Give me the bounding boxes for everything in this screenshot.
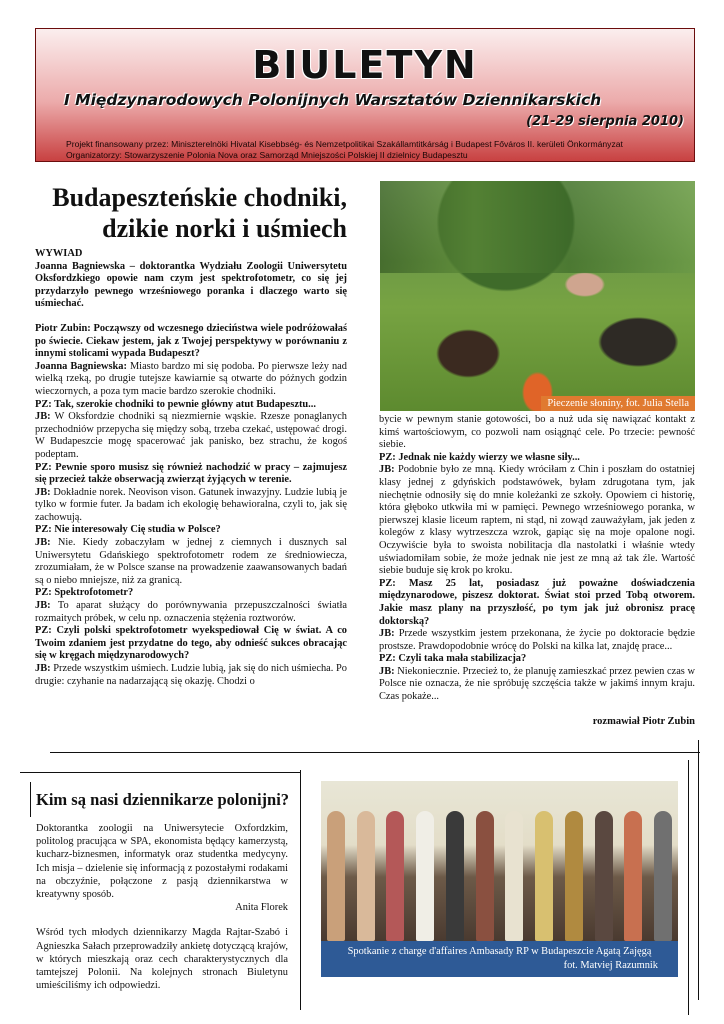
answer-text: Nie. Kiedy zobaczyłam w jednej z ciemnych i dusznych sal Uniwersytetu Gdańskiego spektrofotometr rodem ze średniowiecza, zrozumiałam, że w Polsce szanse na prowadzenie zaawansowanych badań są o niebo mniejsze, niż za granicą. xyxy=(35,537,347,586)
funding-info xyxy=(66,139,691,161)
interview-question: PZ: Nie interesowały Cię studia w Polsce? xyxy=(35,524,221,536)
article-title-line: Budapeszteńskie chodniki, xyxy=(52,183,347,212)
photo-caption-line: Spotkanie z charge d'affaires Ambasady RP w Budapeszcie Agatą Zajęgą xyxy=(347,946,652,957)
answer-speaker: JB: xyxy=(35,537,51,549)
divider xyxy=(20,772,300,773)
answer-speaker: Joanna Bagniewska: xyxy=(35,360,127,372)
interview-answer xyxy=(35,411,347,461)
article-right-column xyxy=(379,414,695,704)
interview-question: PZ: Spektrofotometr? xyxy=(35,587,134,599)
answer-text: Przede wszystkim jestem przekonana, że życie po doktoracie będzie prostsze. Prawdopodobnie wrócę do Polski na kilka lat, znajdę prace... xyxy=(379,628,695,652)
interview-question: PZ: Masz 25 lat, posiadasz już poważne doświadczenia międzynarodowe, piszesz doktorat. Świat stoi przed Tobą otworem. Jakie masz plany na przyszłość, po tym jak już obronisz pracę doktorską? xyxy=(379,577,695,627)
organizers-line: Organizatorzy: Stowarzyszenie Polonia Nova oraz Samorząd Mniejszości Polskiej II dzielnicy Budapesztu xyxy=(66,150,468,160)
interview-question: PZ: Tak, szerokie chodniki to pewnie główny atut Budapesztu... xyxy=(35,398,316,410)
interview-answer xyxy=(35,663,347,688)
article-title-line: dzikie norki i uśmiech xyxy=(102,214,347,243)
article-left-column xyxy=(35,248,347,688)
answer-text: Niekoniecznie. Przecież to, że planuję zamieszkać przez pewien czas w Polsce nie oznacza, że nie spróbuję szczęścia także w jakimś innym kraju. Czas pokaże... xyxy=(379,665,695,703)
interview-question: Piotr Zubin: Począwszy od wczesnego dzieciństwa wiele podróżowałaś po świecie. Ciekaw jestem, jak z Twojej perspektywy w porównaniu z innymi stolicami wypada Budapeszt? xyxy=(35,322,347,360)
answer-text: Dokładnie norek. Neovison vison. Gatunek inwazyjny. Ludzie lubią je tylko w formie futer. Ja badam ich ekologię behawioralna, czyli to, jak się zachowują. xyxy=(35,486,347,523)
interview-answer xyxy=(379,628,695,653)
interview-question: PZ: Czyli taka mała stabilizacja? xyxy=(379,653,527,665)
masthead-subtitle: I Międzynarodowych Polonijnych Warsztatów Dziennikarskich xyxy=(64,91,602,109)
answer-speaker: JB: xyxy=(35,411,51,423)
masthead-title: BIULETYN xyxy=(252,43,478,87)
interview-question: PZ: Pewnie sporo musisz się również nachodzić w pracy – zajmujesz się przecież także obserwacją zwierząt żyjących w terenie. xyxy=(35,461,347,486)
article-lead: Joanna Bagniewska – doktorantka Wydziału Zoologii Uniwersytetu Oksfordzkiego opowie nam czym jest spektrofotometr, co się jej przydarzyło pewnego wrześniowego poranka i dlaczego warto się uśmiechać. xyxy=(35,260,347,310)
interview-answer xyxy=(35,600,347,625)
answer-text: To aparat służący do porównywania przepuszczalności światła rozmaitych próbek, w celu np. oznaczenia stężenia roztworów. xyxy=(35,600,347,624)
photo-group-meeting xyxy=(321,781,678,941)
answer-speaker: JB: xyxy=(379,665,395,677)
interview-answer xyxy=(379,464,695,577)
interview-answer xyxy=(379,666,695,704)
masthead-dates: (21-29 sierpnia 2010) xyxy=(526,114,684,129)
article-continuation: bycie w pewnym stanie gotowości, bo a nuż uda się nawiązać kontakt z kimś wartościowym, co pozwoli nam osiągnąć cele. Po trzecie: pewność siebie. xyxy=(379,414,695,451)
divider xyxy=(688,760,689,1015)
interview-question: PZ: Czyli polski spektrofotometr wyekspediował Cię w świat. A co Twoim zdaniem jest przydatne do tego, aby odnieść sukces obracając się w kręgach międzynarodowych? xyxy=(35,625,347,662)
section-title: Kim są nasi dziennikarze polonijni? xyxy=(36,790,290,809)
article-kicker: WYWIAD xyxy=(35,248,83,259)
photo-campfire xyxy=(380,181,695,411)
answer-speaker: JB: xyxy=(35,486,51,498)
answer-speaker: JB: xyxy=(379,628,395,640)
section-paragraph: Wśród tych młodych dziennikarzy Magda Rajtar-Szabó i Agnieszka Sałach przeprowadziły ankietę dotyczącą krajów, w których mieszkają oraz cech charakterystycznych dla tamtejszej Polonii. Na kolejnych stronach Biuletynu umieściliśmy ich odpowiedzi. xyxy=(36,927,288,992)
interview-qa-list xyxy=(35,323,347,688)
interview-qa-list xyxy=(379,452,695,704)
interview-answer xyxy=(35,487,347,525)
divider xyxy=(698,740,699,1000)
interview-question: PZ: Jednak nie każdy wierzy we własne siły... xyxy=(379,451,580,463)
divider xyxy=(30,782,31,817)
answer-text: Podobnie było ze mną. Kiedy wróciłam z Chin i poszłam do ostatniej klasy jednej z gdyńskich podstawówek, byłam zdrugotana tym, jak niechętnie odnosiły się do mnie koleżanki ze szkoły. Opowiem ci historię, która głęboko utkwiła mi w pamięci. Pewnego wrześniowego poranka, w pierwszej klasie liceum raptem, ni stąd, ni zowąd zauważyłam, jak jeden z kolegów z klasy wytrzeszcza wzrok, gapiąc się na moje opalone nogi. Oczywiście była to swoista nobilitacja dla nastolatki i właśnie wtedy uświadomiłam sobie, że może jednak nie jest ze mną aż tak źle. Wartość siebie buduje się krok po kroku. xyxy=(379,464,695,577)
interview-answer xyxy=(35,361,347,399)
section-body xyxy=(36,822,288,992)
answer-speaker: JB: xyxy=(35,600,51,612)
answer-text: W Oksfordzie chodniki są niezmiernie wąskie. Rzesze ponaglanych przechodniów przepycha się między sobą, trzeba czekać, ustępować drogi. W Budapeszcie mogę spacerować jak panisko, bez strachu, że kogoś podeptam. xyxy=(35,411,347,460)
divider xyxy=(50,752,700,753)
funding-line: Projekt finansowany przez: Miniszterelnöki Hivatal Kisebbség- és Nemzetpolitikai Szakállamtitkárság i Budapest Főváros II. kerületi Önkormányzat xyxy=(66,139,623,149)
answer-speaker: JB: xyxy=(35,663,51,674)
answer-text: Przede wszystkim uśmiech. Ludzie lubią, jak się do nich uśmiecha. Po drugie: czyhanie na nadarzającą się okazję. Chodzi o xyxy=(35,663,347,687)
answer-speaker: JB: xyxy=(379,464,395,476)
photo-caption xyxy=(321,941,678,977)
section-author: Anita Florek xyxy=(235,902,288,914)
photo-caption: Pieczenie słoniny, fot. Julia Stella xyxy=(541,396,695,411)
photo-caption-credit: fot. Matviej Razumnik xyxy=(563,960,658,971)
article-signature: rozmawiał Piotr Zubin xyxy=(592,716,695,727)
article-title xyxy=(35,182,347,244)
masthead-banner xyxy=(35,28,695,162)
interview-answer xyxy=(35,537,347,587)
answer-text: Miasto bardzo mi się podoba. Po pierwsze leży nad wielką rzeką, po drugie tutejsze kawiarnie są otwarte do późnych godzin wieczornych, a poza tym macie bardzo szerokie chodniki. xyxy=(35,360,347,397)
section-paragraph: Doktorantka zoologii na Uniwersytecie Oxfordzkim, politolog pracująca w SPA, ekonomista będący kamerzystą, kucharz-biznesmen, informatyk oraz studentka medycyny. Ich misja – dzielenie się informacją z pozostałymi rodakami na obczyźnie, połączone z pasją dziennikarstwa w kreatywny sposób. xyxy=(36,823,288,901)
